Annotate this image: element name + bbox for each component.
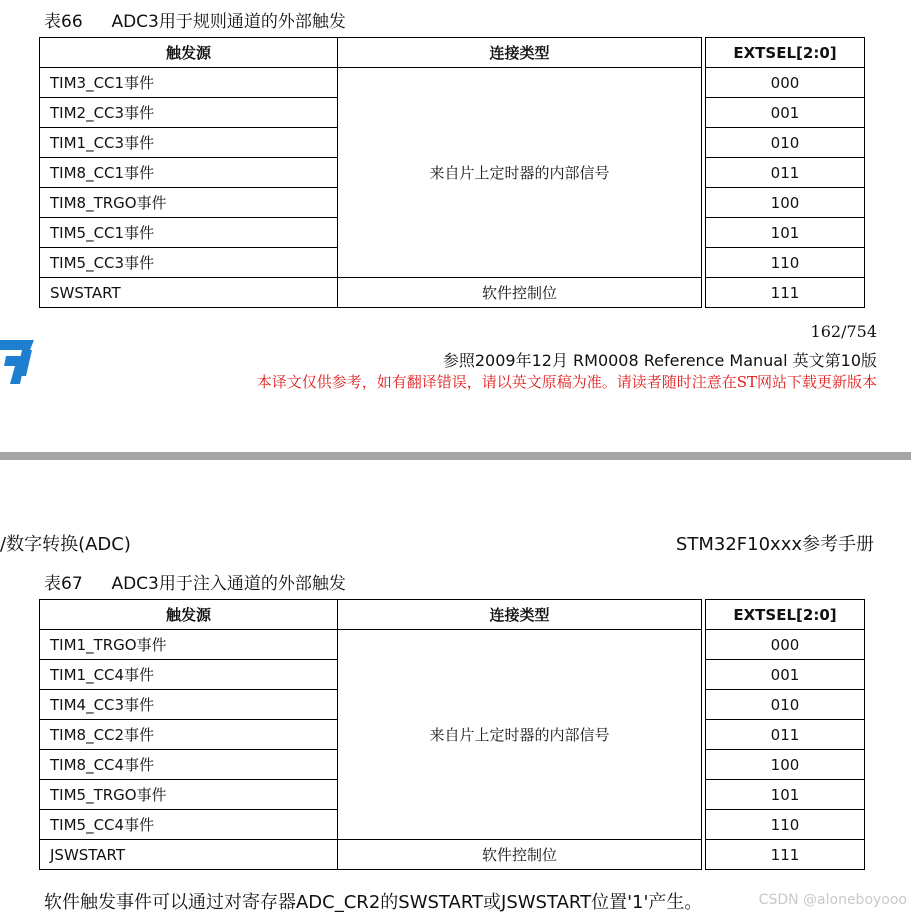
extsel-cell: 100 [706, 750, 865, 780]
extsel-cell: 011 [706, 158, 865, 188]
trigger-source-cell: TIM2_CC3事件 [40, 98, 338, 128]
header-connection-type: 连接类型 [338, 600, 702, 630]
table66-caption [44, 7, 346, 32]
extsel-cell: 011 [706, 720, 865, 750]
chapter-title: /数字转换(ADC) [0, 534, 131, 555]
trigger-source-cell: TIM4_CC3事件 [40, 690, 338, 720]
header-extsel: EXTSEL[2:0] [706, 38, 865, 68]
table67-header-row [40, 600, 865, 630]
extsel-cell: 100 [706, 188, 865, 218]
trigger-source-cell: TIM5_CC3事件 [40, 248, 338, 278]
header-trigger-source: 触发源 [40, 600, 338, 630]
table67-caption-number: 表67 [44, 574, 83, 594]
extsel-cell: 111 [706, 278, 865, 308]
trigger-source-cell: TIM1_TRGO事件 [40, 630, 338, 660]
table66 [39, 37, 865, 308]
table67-caption [44, 569, 346, 594]
reference-line: 参照2009年12月 RM0008 Reference Manual 英文第10版 [442, 351, 877, 370]
trigger-source-cell: JSWSTART [40, 840, 338, 870]
extsel-cell: 010 [706, 690, 865, 720]
table-row [40, 840, 865, 870]
header-extsel: EXTSEL[2:0] [706, 600, 865, 630]
trigger-source-cell: TIM8_CC2事件 [40, 720, 338, 750]
extsel-cell: 110 [706, 810, 865, 840]
header-connection-type: 连接类型 [338, 38, 702, 68]
extsel-cell: 111 [706, 840, 865, 870]
trigger-source-cell: SWSTART [40, 278, 338, 308]
trigger-source-cell: TIM8_CC4事件 [40, 750, 338, 780]
st-logo [0, 336, 36, 386]
trigger-source-cell: TIM5_TRGO事件 [40, 780, 338, 810]
connection-type-cell: 软件控制位 [338, 840, 702, 870]
table66-caption-title: ADC3用于规则通道的外部触发 [111, 12, 346, 32]
connection-type-cell: 软件控制位 [338, 278, 702, 308]
extsel-cell: 101 [706, 218, 865, 248]
trigger-source-cell: TIM5_CC1事件 [40, 218, 338, 248]
table67-caption-title: ADC3用于注入通道的外部触发 [111, 574, 346, 594]
trigger-source-cell: TIM8_CC1事件 [40, 158, 338, 188]
connection-type-cell: 来自片上定时器的内部信号 [338, 68, 702, 278]
connection-type-cell: 来自片上定时器的内部信号 [338, 630, 702, 840]
extsel-cell: 110 [706, 248, 865, 278]
extsel-cell: 101 [706, 780, 865, 810]
body-paragraph: 软件触发事件可以通过对寄存器ADC_CR2的SWSTART或JSWSTART位置'1'产生。 [44, 892, 703, 913]
csdn-watermark: CSDN @aloneboyooo [758, 892, 907, 908]
table-row [40, 278, 865, 308]
extsel-cell: 000 [706, 630, 865, 660]
trigger-source-cell: TIM5_CC4事件 [40, 810, 338, 840]
trigger-source-cell: TIM1_CC4事件 [40, 660, 338, 690]
table-row [40, 68, 865, 98]
extsel-cell: 010 [706, 128, 865, 158]
page-number: 162/754 [810, 322, 877, 341]
page-separator [0, 452, 911, 460]
extsel-cell: 000 [706, 68, 865, 98]
table66-caption-number: 表66 [44, 12, 83, 32]
trigger-source-cell: TIM8_TRGO事件 [40, 188, 338, 218]
header-trigger-source: 触发源 [40, 38, 338, 68]
manual-title: STM32F10xxx参考手册 [675, 534, 874, 555]
table67 [39, 599, 865, 870]
table66-header-row [40, 38, 865, 68]
translation-notice: 本译文仅供参考，如有翻译错误，请以英文原稿为准。请读者随时注意在ST网站下载更新版本 [256, 373, 877, 391]
table-row [40, 630, 865, 660]
trigger-source-cell: TIM3_CC1事件 [40, 68, 338, 98]
extsel-cell: 001 [706, 660, 865, 690]
trigger-source-cell: TIM1_CC3事件 [40, 128, 338, 158]
extsel-cell: 001 [706, 98, 865, 128]
